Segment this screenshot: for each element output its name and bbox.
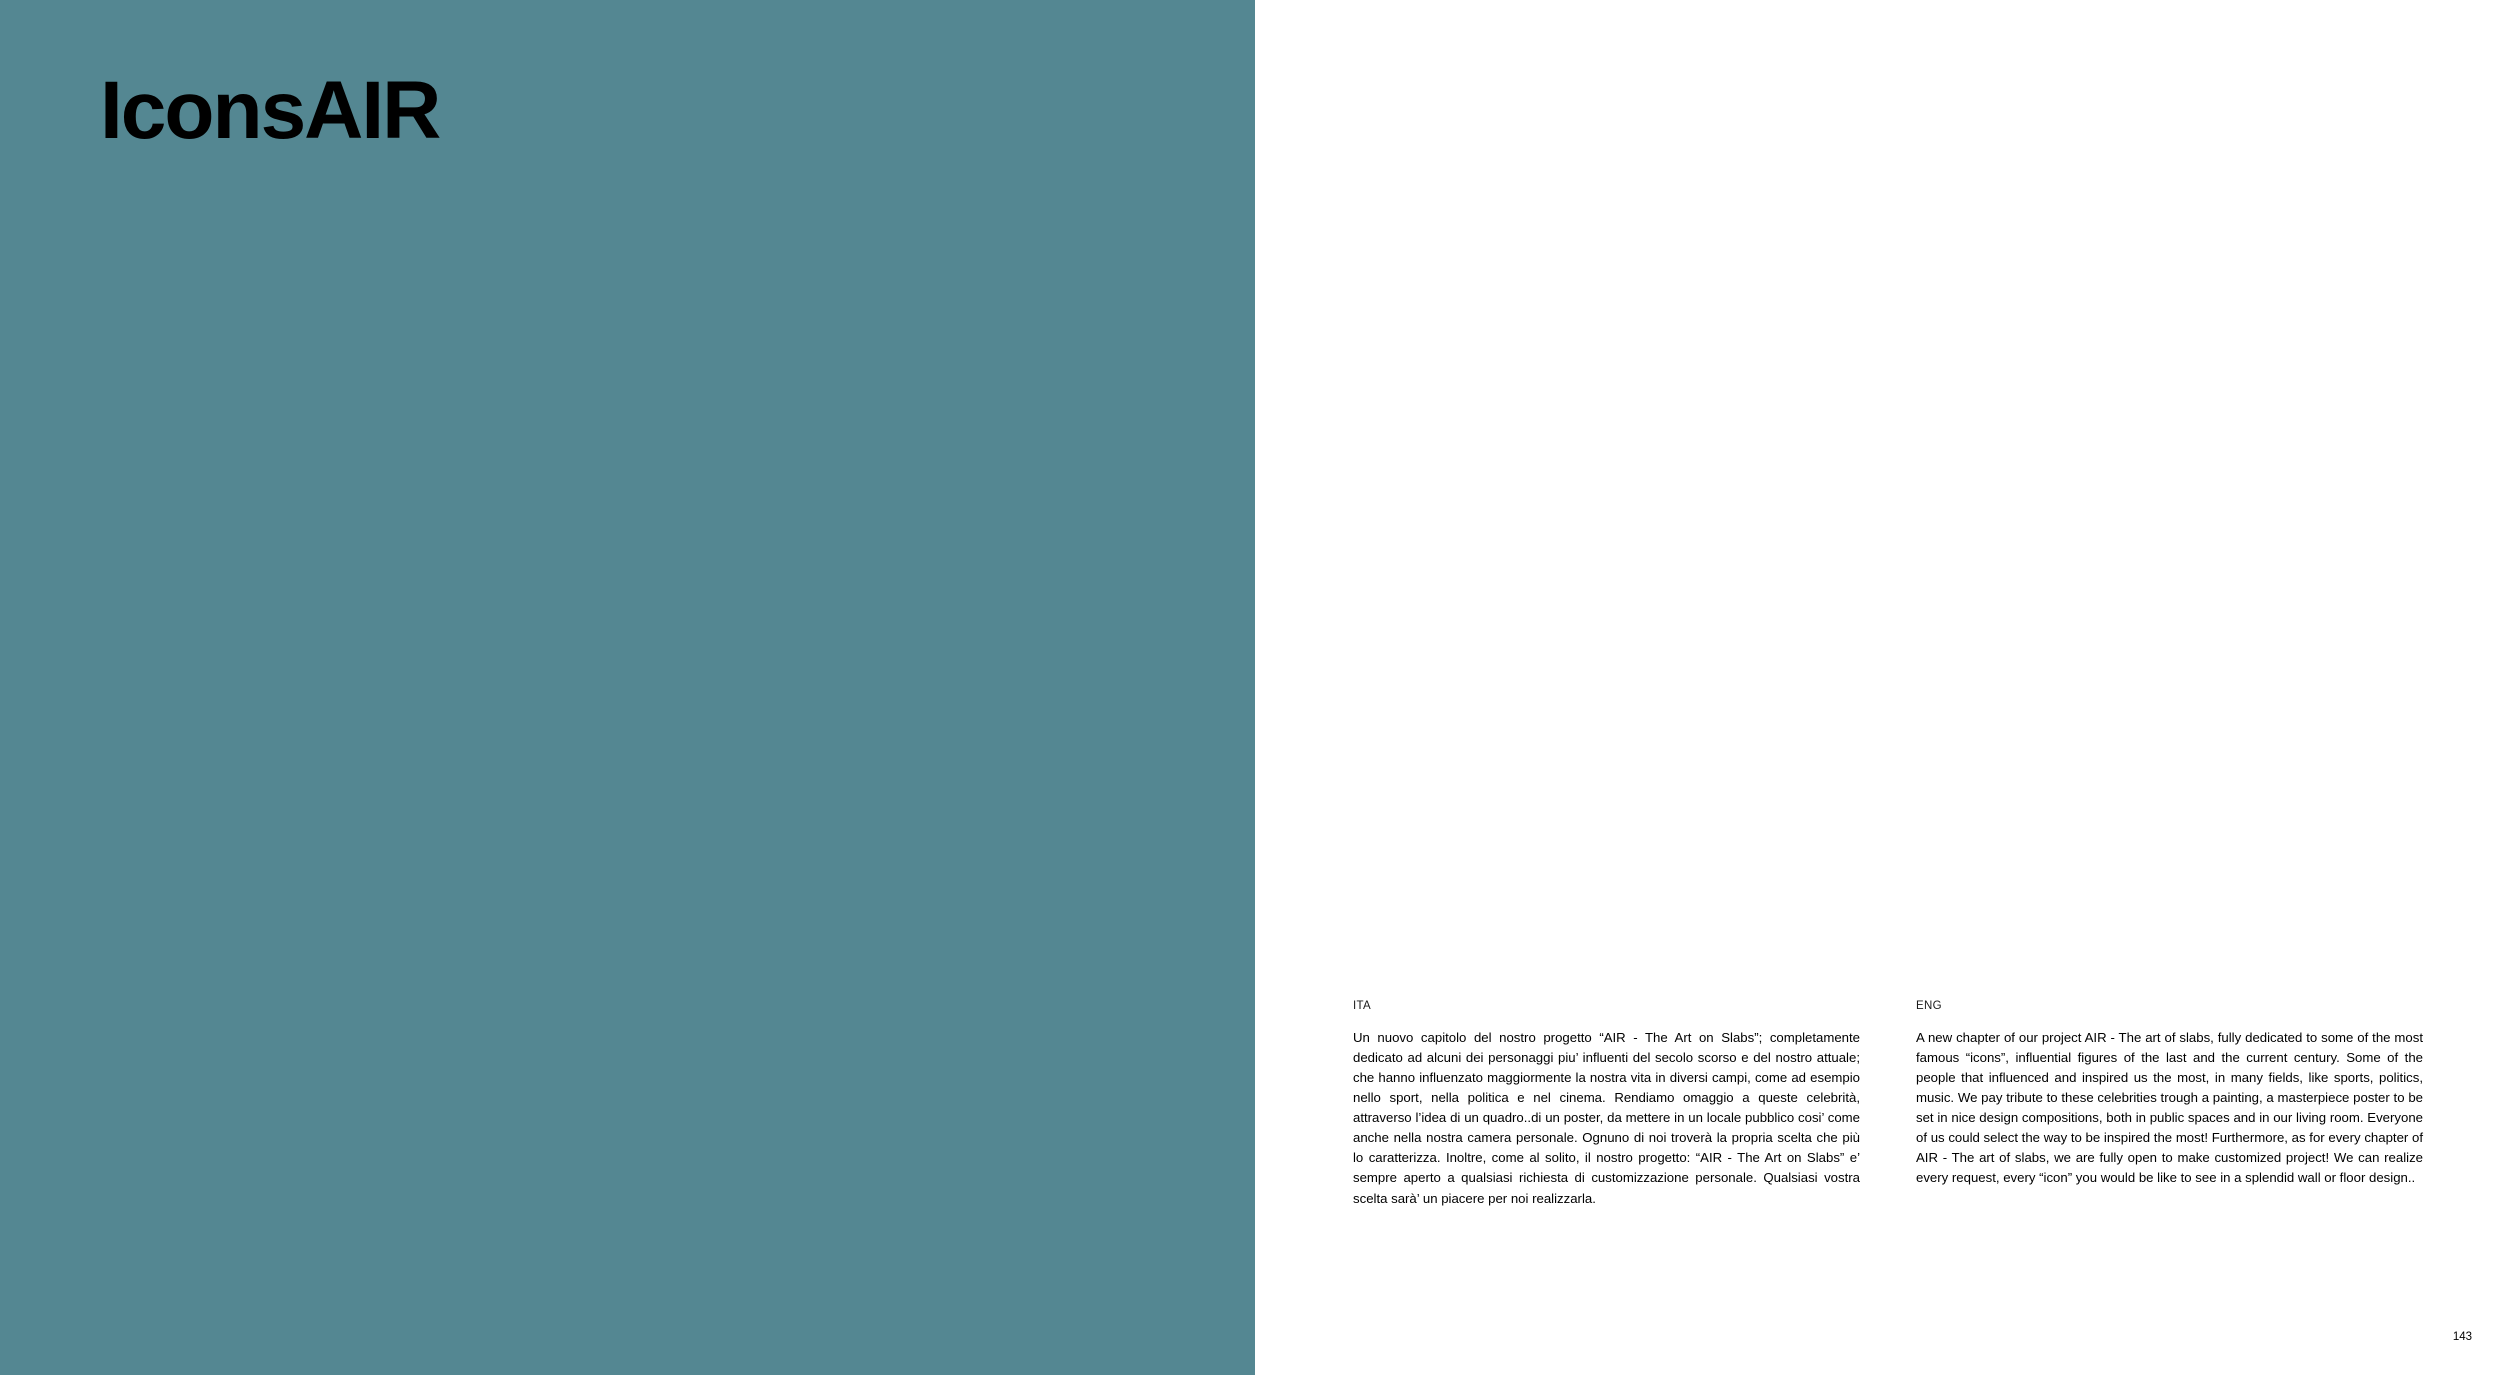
language-label-ita: ITA <box>1353 1000 1371 1012</box>
column-ita <box>1353 1000 1860 1209</box>
body-text-ita: Un nuovo capitolo del nostro progetto “AIR - The Art on Slabs”; completamente dedicato ad alcuni dei personaggi piu’ influenti del secolo scorso e del nostro attuale; che hanno influenzato maggiormente la nostra vita in diversi campi, come ad esempio nello sport, nella politica e nel cinema. Rendiamo omaggio a queste celebrità, attraverso l’idea di un quadro..di un poster, da mettere in un locale pubblico cosi’ come anche nella nostra camera personale. Ognuno di noi troverà la propria scelta che più lo caratterizza. Inoltre, come al solito, il nostro progetto: “AIR - The Art on Slabs” e’ sempre aperto a qualsiasi richiesta di customizzazione personale. Qualsiasi vostra scelta sarà’ un piacere per noi realizzarla. <box>1353 1030 1860 1206</box>
right-page-text <box>1255 0 2500 1375</box>
body-text-eng: A new chapter of our project AIR - The art of slabs, fully dedicated to some of the most famous “icons”, influential figures of the last and the current century. Some of the people that influenced and inspired us the most, in many fields, like sports, politics, music. We pay tribute to these celebrities trough a painting, a masterpiece poster to be set in nice design compositions, both in public spaces and in our living room. Everyone of us could select the way to be inspired the most! Furthermore, as for every chapter of AIR - The art of slabs, we are fully open to make customized project! We can realize every request, every “icon” you would be like to see in a splendid wall or floor design.. <box>1916 1030 2423 1186</box>
language-label-eng: ENG <box>1916 1000 1942 1012</box>
column-eng <box>1916 1000 2423 1209</box>
text-columns <box>1353 1000 2423 1209</box>
page-number: 143 <box>2452 1331 2472 1343</box>
page-title: IconsAIR <box>100 65 440 156</box>
